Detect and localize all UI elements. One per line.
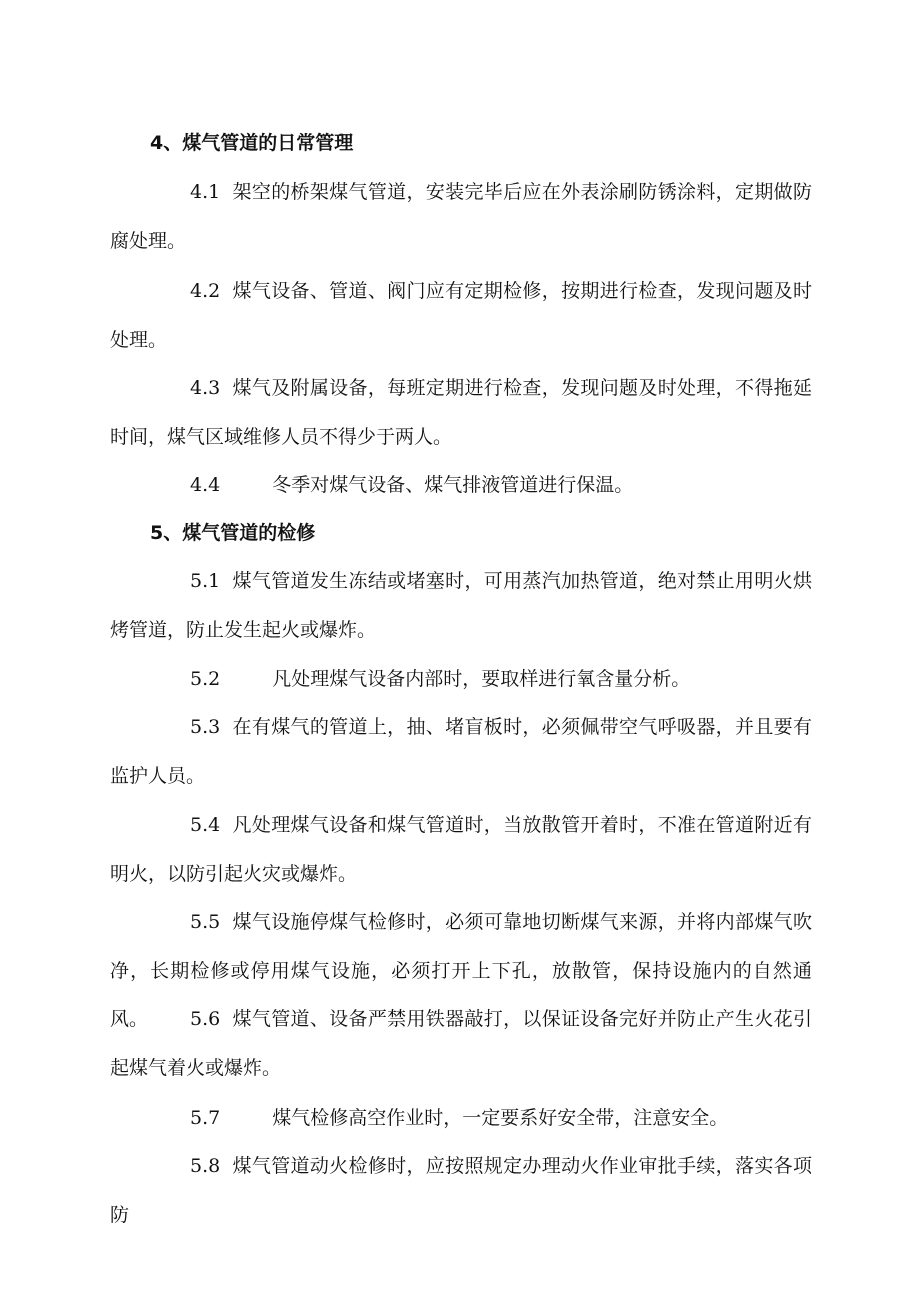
paragraph-5-3 [110, 703, 812, 800]
item-text: 在有煤气的管道上，抽、堵盲板时，必须佩带空气呼吸器，并且要有监护人员。 [110, 716, 812, 787]
item-number: 5.7 [190, 1107, 221, 1129]
item-text: 凡处理煤气设备和煤气管道时，当放散管开着时，不准在管道附近有明火，以防引起火灾或爆炸。 [110, 814, 812, 885]
paragraph-5-7 [110, 1094, 812, 1143]
item-text: 煤气设备、管道、阀门应有定期检修，按期进行检查，发现问题及时处理。 [110, 280, 812, 351]
paragraph-4-4 [110, 461, 812, 510]
paragraph-5-4 [110, 801, 812, 898]
item-text: 煤气管道动火检修时，应按照规定办理动火作业审批手续，落实各项防 [110, 1155, 812, 1226]
item-number: 4.4 [190, 474, 221, 496]
paragraph-4-2 [110, 267, 812, 364]
item-number: 5.8 [190, 1155, 221, 1177]
paragraph-5-2 [110, 655, 812, 704]
section-heading-5: 5、煤气管道的检修 [150, 522, 316, 544]
item-text: 煤气检修高空作业时，一定要系好安全带，注意安全。 [272, 1107, 729, 1129]
item-number: 5.3 [190, 716, 221, 738]
paragraph-4-1 [110, 168, 812, 265]
item-text: 煤气管道发生冻结或堵塞时，可用蒸汽加热管道，绝对禁止用明火烘烤管道，防止发生起火或爆炸。 [110, 570, 812, 641]
item-number: 5.1 [190, 570, 221, 592]
item-text: 煤气管道、设备严禁用铁器敲打，以保证设备完好并防止产生火花引起煤气着火或爆炸。 [110, 1008, 812, 1079]
item-number: 5.6 [190, 1008, 221, 1030]
item-text: 架空的桥架煤气管道，安装完毕后应在外表涂刷防锈涂料，定期做防腐处理。 [110, 181, 812, 252]
item-text: 凡处理煤气设备内部时，要取样进行氧含量分析。 [272, 668, 691, 690]
item-text: 煤气及附属设备，每班定期进行检查，发现问题及时处理，不得拖延时间，煤气区域维修人员不得少于两人。 [110, 377, 812, 448]
item-text: 冬季对煤气设备、煤气排液管道进行保温。 [272, 474, 634, 496]
section-heading-4: 4、煤气管道的日常管理 [150, 132, 354, 154]
item-number: 5.4 [190, 814, 221, 836]
item-text: 煤气设施停煤气检修时，必须可靠地切断煤气来源，并将内部煤气吹净，长期检修或停用煤气设施，必须打开上下孔，放散管，保持设施内的自然通风。 [110, 911, 812, 1030]
paragraph-5-8 [110, 1142, 812, 1239]
paragraph-5-6 [110, 995, 812, 1092]
item-number: 5.2 [190, 668, 221, 690]
paragraph-4-3 [110, 364, 812, 461]
item-number: 4.1 [190, 181, 221, 203]
item-number: 5.5 [190, 911, 221, 933]
paragraph-5-1 [110, 557, 812, 654]
item-number: 4.2 [190, 280, 221, 302]
item-number: 4.3 [190, 377, 221, 399]
